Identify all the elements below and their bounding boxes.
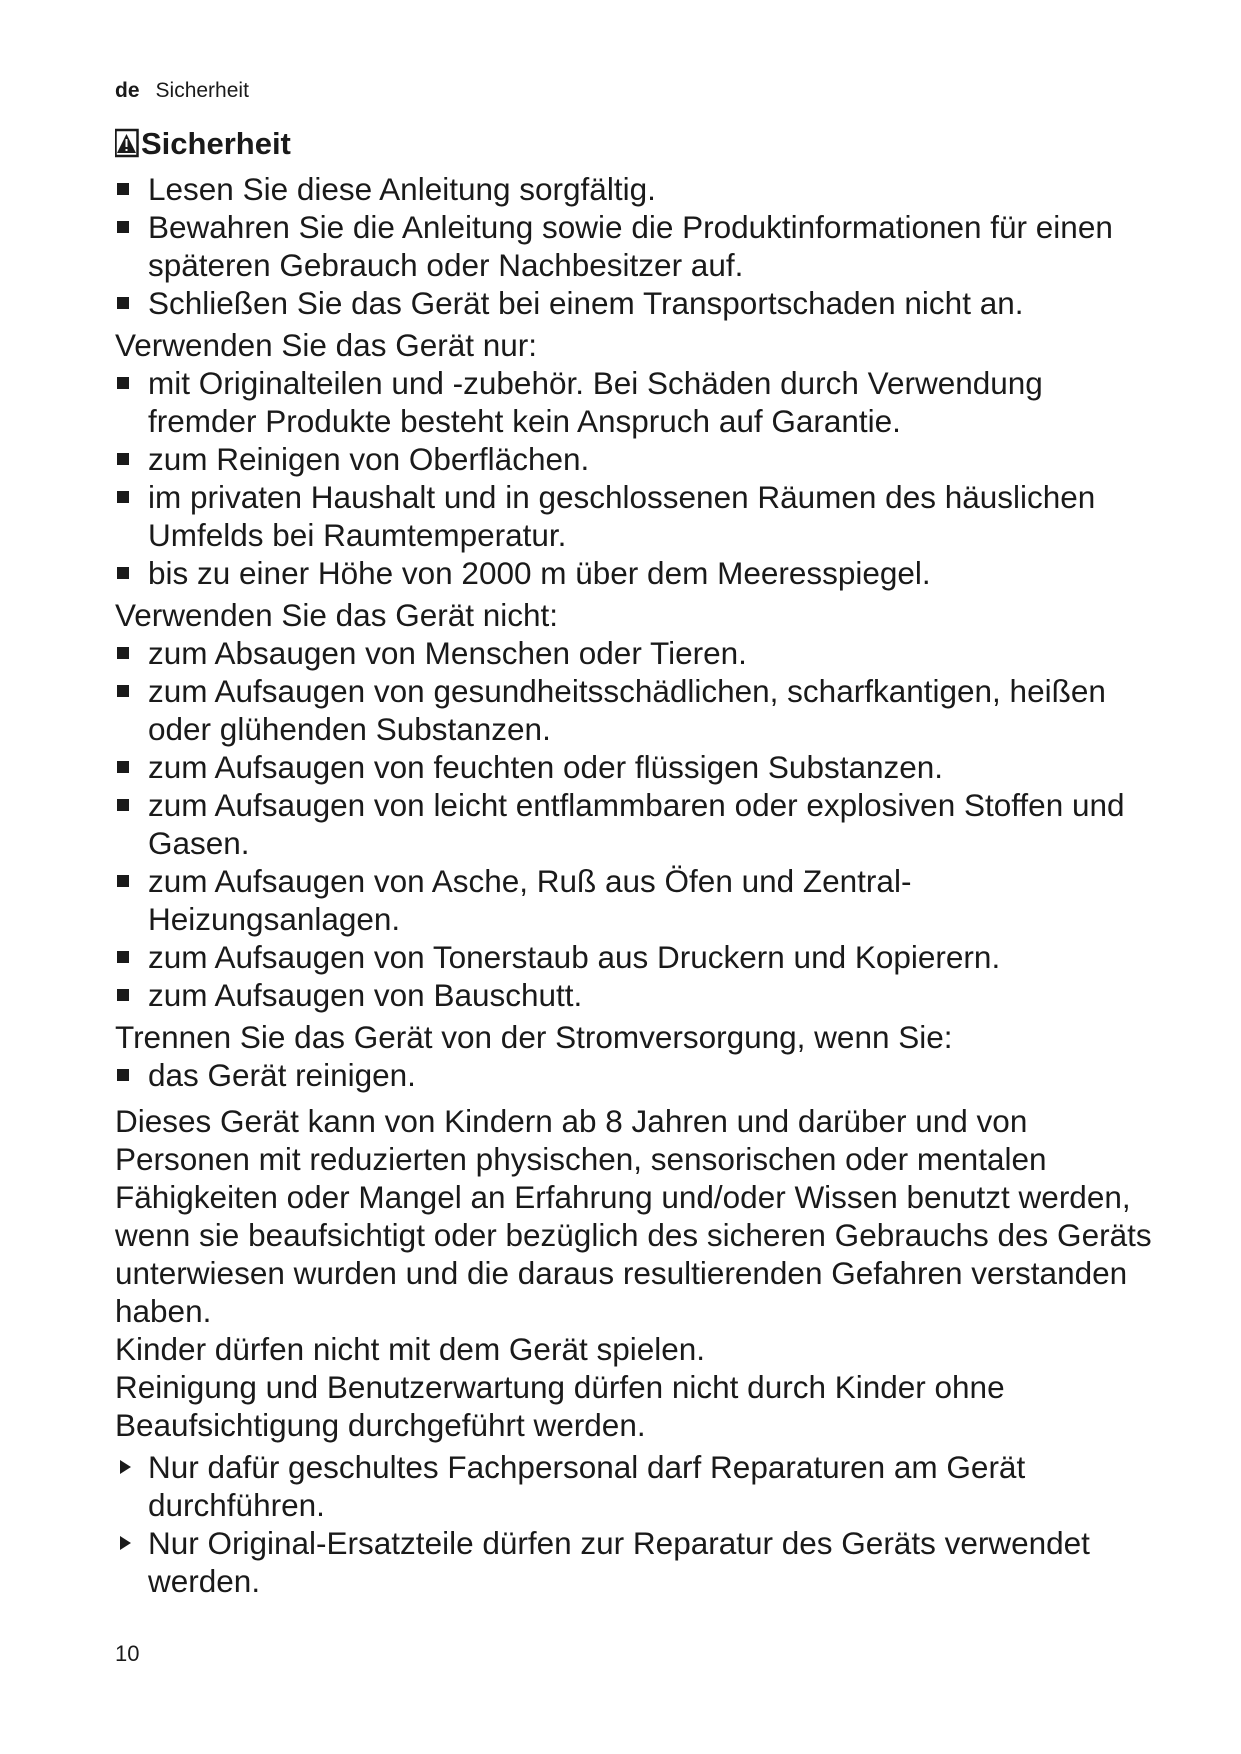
bullet-square-icon: [117, 491, 129, 503]
do-not-use-list: [115, 634, 1160, 1014]
list-item: im privaten Haushalt und in geschlossenen Räumen des häuslichen Umfelds bei Raumtemperatur.: [115, 478, 1160, 554]
list-item: zum Reinigen von Oberflächen.: [115, 440, 1160, 478]
bullet-square-icon: [117, 221, 129, 233]
bullet-square-icon: [117, 1069, 129, 1081]
bullet-square-icon: [117, 567, 129, 579]
list-item: zum Aufsaugen von leicht entflammbaren oder explosiven Stoffen und Gasen.: [115, 786, 1160, 862]
list-item: zum Aufsaugen von gesundheitsschädlichen, scharfkantigen, heißen oder glühenden Substanzen.: [115, 672, 1160, 748]
bullet-square-icon: [117, 875, 129, 887]
page-header: [115, 78, 249, 104]
children-play-paragraph: Kinder dürfen nicht mit dem Gerät spielen.: [115, 1331, 706, 1367]
header-section: Sicherheit: [155, 79, 249, 102]
list-item: zum Aufsaugen von Bauschutt.: [115, 976, 1160, 1014]
bullet-square-icon: [117, 989, 129, 1001]
list-item: zum Absaugen von Menschen oder Tieren.: [115, 634, 1160, 672]
action-item: Nur dafür geschultes Fachpersonal darf Reparaturen am Gerät durchführen.: [115, 1448, 1160, 1524]
list-item: zum Aufsaugen von Tonerstaub aus Druckern und Kopierern.: [115, 938, 1160, 976]
cleaning-paragraph: Reinigung und Benutzerwartung dürfen nicht durch Kinder ohne Beaufsichtigung durchgeführt werden.: [115, 1369, 1005, 1443]
use-only-list: [115, 364, 1160, 592]
list-item: zum Aufsaugen von feuchten oder flüssigen Substanzen.: [115, 748, 1160, 786]
bullet-square-icon: [117, 297, 129, 309]
action-item: Nur Original-Ersatzteile dürfen zur Reparatur des Geräts verwendet werden.: [115, 1524, 1160, 1600]
action-list: [115, 1448, 1160, 1600]
list-item: das Gerät reinigen.: [115, 1056, 1160, 1094]
list-item: Schließen Sie das Gerät bei einem Transportschaden nicht an.: [115, 284, 1160, 322]
intro-bullet-list: [115, 170, 1160, 322]
section-title-text: Sicherheit: [141, 126, 291, 161]
bullet-square-icon: [117, 951, 129, 963]
bullet-square-icon: [117, 761, 129, 773]
disconnect-list: [115, 1056, 1160, 1094]
bullet-square-icon: [117, 377, 129, 389]
list-item: zum Aufsaugen von Asche, Ruß aus Öfen und Zentral-Heizungsanlagen.: [115, 862, 1160, 938]
bullet-square-icon: [117, 183, 129, 195]
bullet-square-icon: [117, 453, 129, 465]
section-title: [115, 124, 1160, 164]
warning-triangle-icon: [115, 128, 139, 158]
bullet-square-icon: [117, 685, 129, 697]
do-not-use-lead: Verwenden Sie das Gerät nicht:: [115, 597, 559, 633]
children-paragraph: Dieses Gerät kann von Kindern ab 8 Jahren und darüber und von Personen mit reduzierten physischen, sensorischen oder mentalen Fähigkeiten oder Mangel an Erfahrung und/oder Wissen benutzt werden, wenn sie beaufsichtigt oder bezüglich des sicheren Gebrauchs des Geräts unterwiesen wurden und die daraus resultierenden Gefahren verstanden haben.: [115, 1103, 1152, 1329]
list-item: Bewahren Sie die Anleitung sowie die Produktinformationen für einen späteren Gebrauch oder Nachbesitzer auf.: [115, 208, 1160, 284]
disconnect-lead: Trennen Sie das Gerät von der Stromversorgung, wenn Sie:: [115, 1019, 953, 1055]
page-number: 10: [115, 1641, 140, 1666]
use-only-lead: Verwenden Sie das Gerät nur:: [115, 327, 538, 363]
bullet-square-icon: [117, 799, 129, 811]
bullet-square-icon: [117, 647, 129, 659]
list-item: Lesen Sie diese Anleitung sorgfältig.: [115, 170, 1160, 208]
action-arrow-icon: [120, 1460, 131, 1474]
language-code: de: [115, 79, 140, 102]
list-item: mit Originalteilen und -zubehör. Bei Schäden durch Verwendung fremder Produkte besteht kein Anspruch auf Garantie.: [115, 364, 1160, 440]
list-item: bis zu einer Höhe von 2000 m über dem Meeresspiegel.: [115, 554, 1160, 592]
action-arrow-icon: [120, 1536, 131, 1550]
document-body: [115, 124, 1160, 1600]
